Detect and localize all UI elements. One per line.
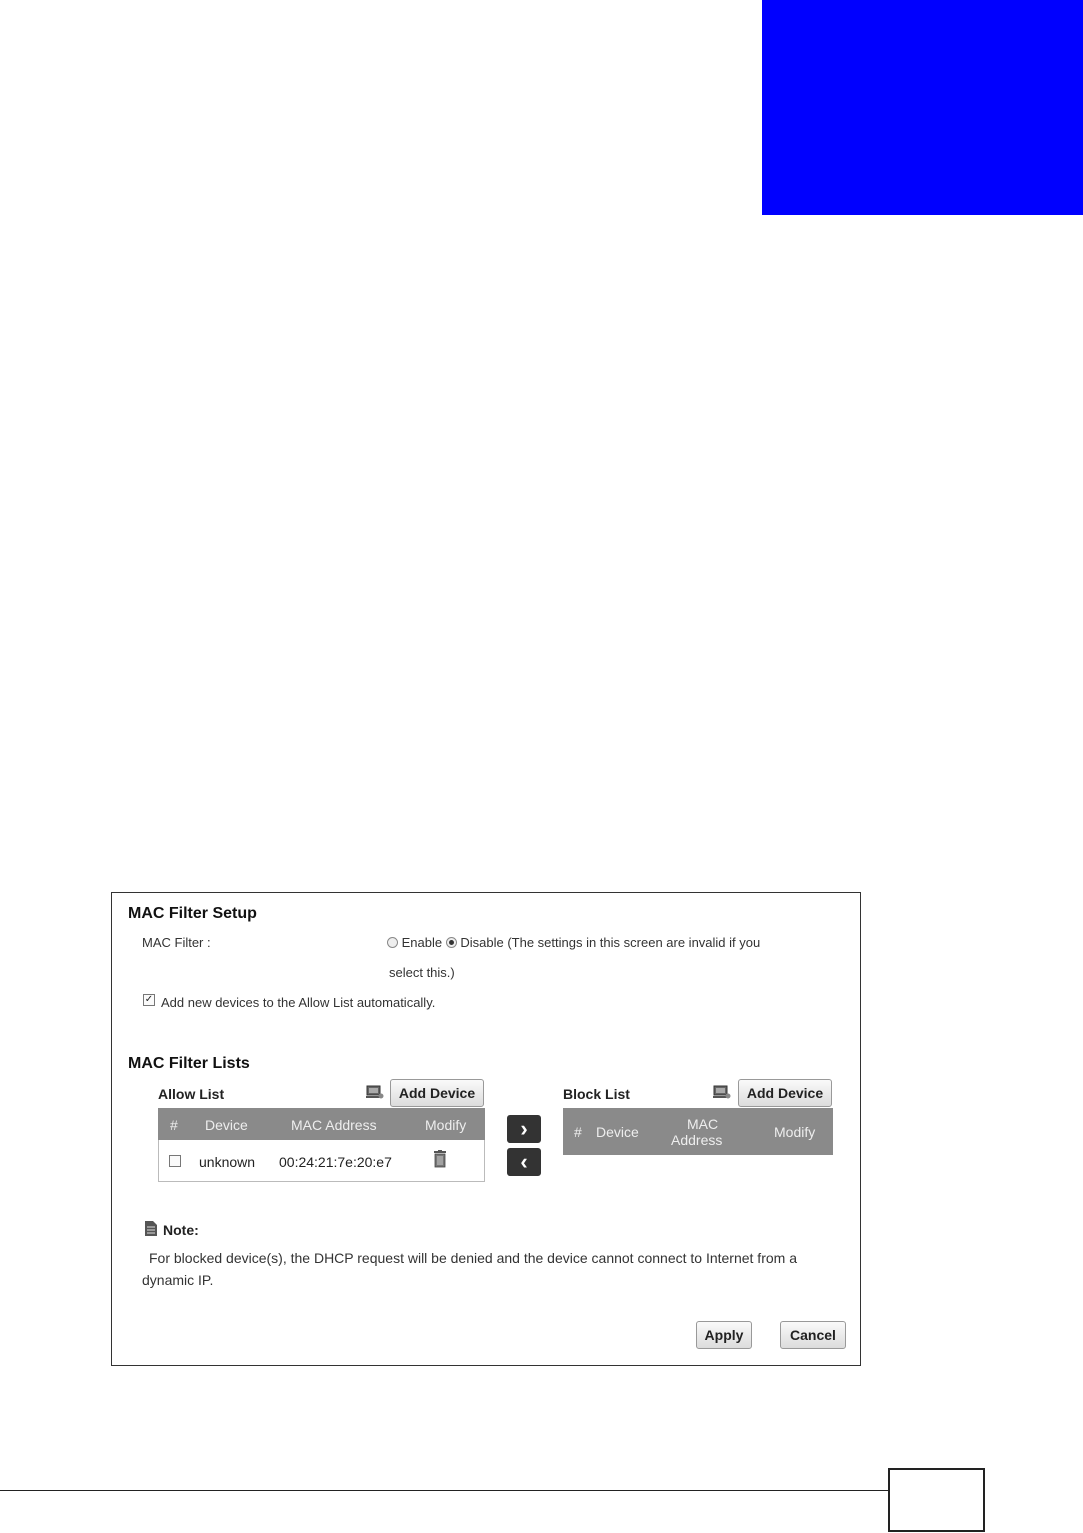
row-device: unknown bbox=[199, 1154, 256, 1170]
auto-add-checkbox[interactable]: ✓ bbox=[144, 994, 154, 1005]
allow-add-device-button[interactable]: Add Device bbox=[390, 1079, 484, 1107]
computer-icon bbox=[366, 1085, 384, 1099]
allow-table-body bbox=[158, 1140, 485, 1182]
chapter-tab bbox=[762, 0, 1083, 215]
move-to-block-button[interactable]: › bbox=[507, 1115, 541, 1143]
block-col-modify: Modify bbox=[774, 1124, 816, 1140]
mac-filter-label: MAC Filter : bbox=[142, 935, 211, 950]
note-icon bbox=[145, 1221, 157, 1236]
allow-list-title: Allow List bbox=[158, 1086, 225, 1102]
row-mac: 00:24:21:7e:20:e7 bbox=[279, 1154, 392, 1170]
block-table-header bbox=[563, 1108, 833, 1155]
note-line-2: dynamic IP. bbox=[142, 1272, 214, 1288]
footer-rule bbox=[0, 1490, 888, 1491]
row-checkbox[interactable] bbox=[169, 1155, 181, 1167]
disable-radio[interactable] bbox=[446, 937, 457, 948]
auto-add-label: Add new devices to the Allow List automatically. bbox=[161, 995, 436, 1010]
block-list-title: Block List bbox=[563, 1086, 630, 1102]
note-title: Note: bbox=[163, 1222, 199, 1238]
block-col-num: # bbox=[574, 1124, 582, 1140]
allow-table-header bbox=[158, 1108, 485, 1140]
disable-label-cont: select this.) bbox=[389, 965, 455, 980]
allow-col-num: # bbox=[170, 1117, 178, 1133]
computer-icon bbox=[713, 1085, 731, 1099]
page-number-box bbox=[888, 1468, 985, 1532]
move-to-allow-button[interactable]: ‹ bbox=[507, 1148, 541, 1176]
note-line-1: For blocked device(s), the DHCP request will be denied and the device cannot connect to Internet from a bbox=[149, 1250, 797, 1266]
allow-col-device: Device bbox=[205, 1117, 248, 1133]
setup-title: MAC Filter Setup bbox=[128, 905, 257, 922]
block-col-mac-2: Address bbox=[671, 1132, 723, 1148]
block-add-device-button[interactable]: Add Device bbox=[738, 1079, 832, 1107]
cancel-button[interactable]: Cancel bbox=[780, 1321, 846, 1349]
allow-col-modify: Modify bbox=[425, 1117, 467, 1133]
enable-label: Enable bbox=[401, 935, 443, 950]
mac-filter-options bbox=[387, 935, 760, 950]
disable-label: Disable (The settings in this screen are invalid if you bbox=[460, 935, 761, 950]
block-col-mac-1: MAC bbox=[687, 1116, 719, 1132]
trash-icon[interactable] bbox=[433, 1150, 447, 1168]
allow-col-mac: MAC Address bbox=[291, 1117, 377, 1133]
lists-title: MAC Filter Lists bbox=[128, 1055, 250, 1072]
block-col-device: Device bbox=[596, 1124, 639, 1140]
enable-radio[interactable] bbox=[387, 937, 398, 948]
mac-filter-screen bbox=[111, 892, 861, 1366]
apply-button[interactable]: Apply bbox=[696, 1321, 752, 1349]
